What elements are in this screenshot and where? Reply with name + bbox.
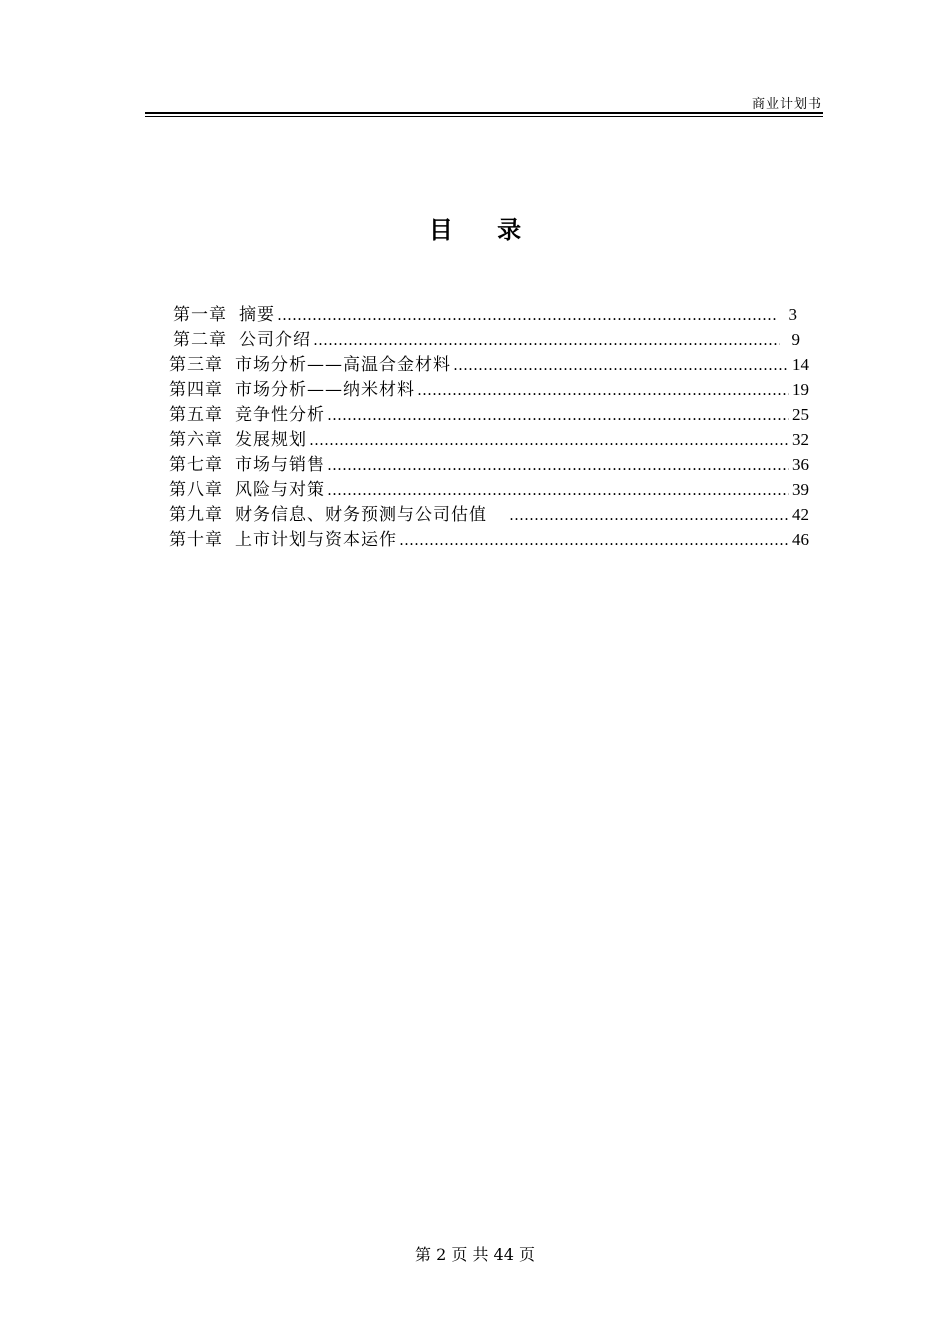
toc-leader-dots xyxy=(277,306,777,324)
toc-chapter-title: 公司介绍 xyxy=(239,330,311,350)
toc-entry[interactable] xyxy=(169,450,809,475)
toc-entry[interactable] xyxy=(169,525,809,550)
toc-page-number: 39 xyxy=(792,480,809,499)
toc-chapter-title: 市场分析——纳米材料 xyxy=(235,380,415,400)
toc-leader-dots xyxy=(327,481,789,499)
toc-leader-dots xyxy=(327,406,789,424)
toc-entry[interactable] xyxy=(169,400,809,425)
toc-leader-dots xyxy=(399,531,789,549)
toc-chapter-number: 第六章 xyxy=(169,430,223,450)
toc-leader-dots xyxy=(453,356,789,374)
header-rule xyxy=(145,112,823,114)
toc-page-number: 14 xyxy=(792,355,809,374)
toc-entry[interactable] xyxy=(169,300,797,325)
toc-chapter-title: 市场分析——高温合金材料 xyxy=(235,355,451,375)
toc-chapter-number: 第五章 xyxy=(169,405,223,425)
toc-leader-dots xyxy=(327,456,789,474)
toc-page-number: 3 xyxy=(788,305,797,324)
toc-page-number: 32 xyxy=(792,430,809,449)
toc-entry[interactable] xyxy=(169,350,809,375)
toc-page-number: 36 xyxy=(792,455,809,474)
toc-page-number: 19 xyxy=(792,380,809,399)
toc-entry[interactable] xyxy=(169,425,809,450)
header-rule-thin xyxy=(145,116,823,117)
toc-chapter-number: 第四章 xyxy=(169,380,223,400)
toc-chapter-number: 第九章 xyxy=(169,505,223,525)
toc-chapter-title: 上市计划与资本运作 xyxy=(235,530,397,550)
toc-page-number: 46 xyxy=(792,530,809,549)
toc-heading: 目 录 xyxy=(428,216,540,244)
toc-chapter-title: 摘要 xyxy=(239,305,275,325)
toc-chapter-title: 竞争性分析 xyxy=(235,405,325,425)
toc-entry[interactable] xyxy=(169,475,809,500)
toc-page-number: 25 xyxy=(792,405,809,424)
toc-entry[interactable] xyxy=(169,375,809,400)
toc-leader-dots xyxy=(309,431,789,449)
toc-page-number: 42 xyxy=(792,505,809,524)
toc-chapter-number: 第二章 xyxy=(173,330,227,350)
toc-leader-dots xyxy=(417,381,789,399)
toc-chapter-number: 第一章 xyxy=(173,305,227,325)
toc-leader-dots xyxy=(509,506,789,524)
header-title: 商业计划书 xyxy=(751,97,822,112)
toc-chapter-number: 第三章 xyxy=(169,355,223,375)
toc-chapter-number: 第八章 xyxy=(169,480,223,500)
page-footer: 第 2 页 共 44 页 xyxy=(415,1245,535,1264)
toc-chapter-title: 市场与销售 xyxy=(235,455,325,475)
toc-chapter-title: 风险与对策 xyxy=(235,480,325,500)
toc-leader-dots xyxy=(313,331,780,349)
toc-entry[interactable] xyxy=(169,500,809,525)
toc-chapter-number: 第七章 xyxy=(169,455,223,475)
toc-entry[interactable] xyxy=(169,325,800,350)
toc-chapter-title: 财务信息、财务预测与公司估值 xyxy=(235,505,487,525)
toc-chapter-number: 第十章 xyxy=(169,530,223,550)
table-of-contents xyxy=(169,300,809,550)
toc-page-number: 9 xyxy=(791,330,800,349)
toc-chapter-title: 发展规划 xyxy=(235,430,307,450)
